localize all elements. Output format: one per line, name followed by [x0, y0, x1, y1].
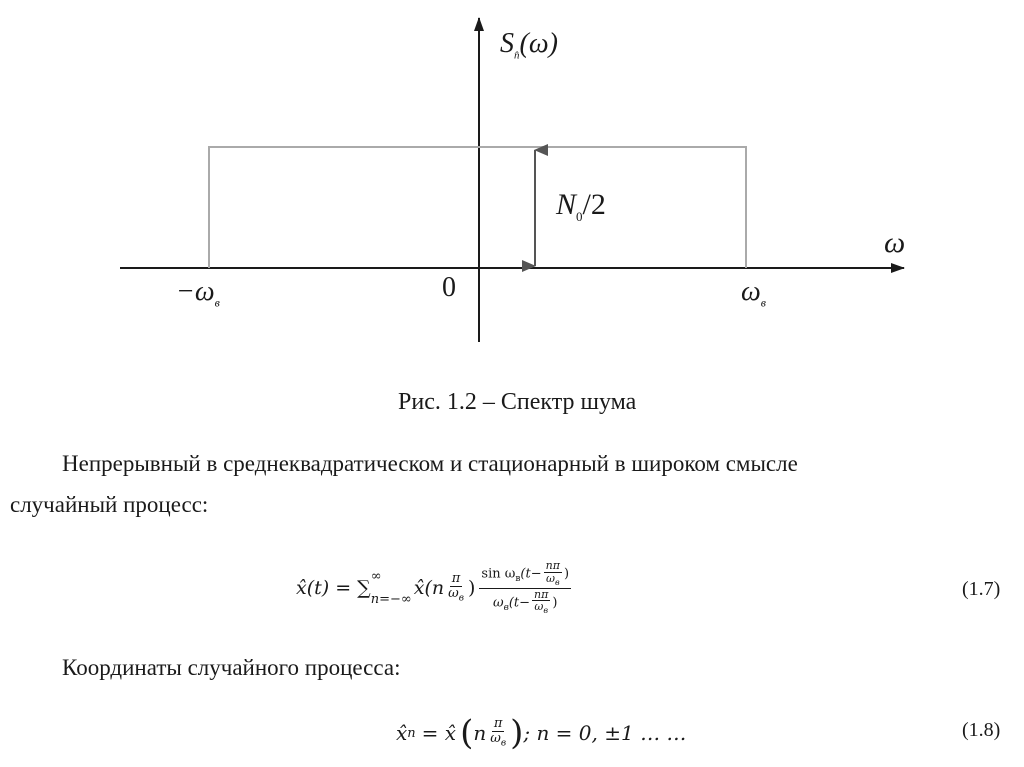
eq17-sin-sub: в	[515, 573, 521, 584]
eq17-sum-upper: ∞	[370, 569, 382, 584]
eq17-omega-top: ω	[545, 571, 555, 585]
equation-1-7	[296, 548, 573, 628]
figure-caption: Рис. 1.2 – Спектр шума	[398, 389, 637, 415]
y-label-sub: n̂	[514, 49, 520, 62]
eq17-omega-bottom2: ω	[534, 600, 544, 614]
eq18-omega: ω	[490, 730, 501, 746]
eq17-npi-bottom: nπ	[534, 587, 549, 601]
eq17-omega-bottom2-sub: в	[543, 606, 549, 616]
eq17-omega-bottom-sub: в	[503, 602, 509, 613]
eq17-t-minus-top: (t−	[520, 566, 542, 582]
x-axis-label: ω	[884, 226, 906, 259]
paragraph-2: Координаты случайного процесса:	[62, 655, 401, 680]
eq18-tail: ; n = 0, ±1 … …	[523, 721, 687, 745]
eq17-close-top: )	[563, 566, 570, 582]
eq17-omega-sub: в	[458, 593, 464, 604]
y-label-main: S	[500, 28, 514, 59]
spectrum-rectangle	[209, 147, 746, 268]
level-main: N	[556, 188, 577, 221]
left-cutoff-sub: в	[214, 295, 220, 310]
eq18-lhs-sub: n	[407, 725, 416, 741]
eq18-pi: π	[493, 715, 503, 731]
y-axis-label	[500, 28, 558, 62]
origin-label: 0	[442, 272, 456, 303]
eq18-frac	[488, 717, 508, 749]
eq17-sinc-frac	[479, 560, 571, 616]
equation-1-7-number: (1.7)	[962, 578, 1001, 600]
right-cutoff-main: ω	[741, 276, 761, 307]
y-label-arg: (ω)	[519, 28, 558, 59]
equation-1-8: x̂ n = x̂ ( n $\frac{\pi}{\omega_в}$ ) ; n = 0, ±1 … …	[396, 713, 687, 753]
eq17-xhat: x̂(n	[413, 577, 445, 599]
left-cutoff-main: −ω	[176, 276, 215, 307]
eq17-sum-lower: n=−∞	[370, 592, 412, 607]
eq17-t-minus-bottom: (t−	[508, 594, 531, 610]
eq18-lhs: x̂	[396, 721, 408, 745]
eq17-omega: ω	[448, 585, 459, 601]
eq17-omega-top-sub: в	[554, 577, 560, 587]
level-sub: 0	[576, 209, 583, 224]
equation-1-8-number: (1.8)	[962, 719, 1001, 741]
eq17-lhs: x̂(t) = ∑	[296, 577, 371, 599]
right-cutoff-label	[741, 276, 766, 311]
eq18-n: n	[473, 721, 487, 745]
eq18-omega-sub: в	[500, 738, 507, 749]
right-cutoff-sub: в	[760, 295, 766, 310]
level-label	[556, 188, 606, 225]
eq17-close: )	[467, 577, 476, 599]
eq17-pi: π	[451, 570, 461, 586]
eq17-npi-top: nπ	[545, 558, 560, 572]
paragraph-1-line-1: Непрерывный в среднеквадратическом и стационарный в широком смысле	[62, 451, 798, 476]
eq17-close-bottom: )	[552, 594, 558, 610]
eq17-frac-pi-omega	[446, 572, 466, 604]
eq17-sin: sin ω	[481, 566, 516, 582]
level-rest: /2	[582, 188, 606, 221]
eq18-eq-x: = x̂	[421, 721, 457, 745]
left-cutoff-label	[176, 276, 220, 311]
eq17-omega-bottom: ω	[492, 594, 504, 610]
paragraph-1-line-2: случайный процесс:	[10, 492, 209, 517]
